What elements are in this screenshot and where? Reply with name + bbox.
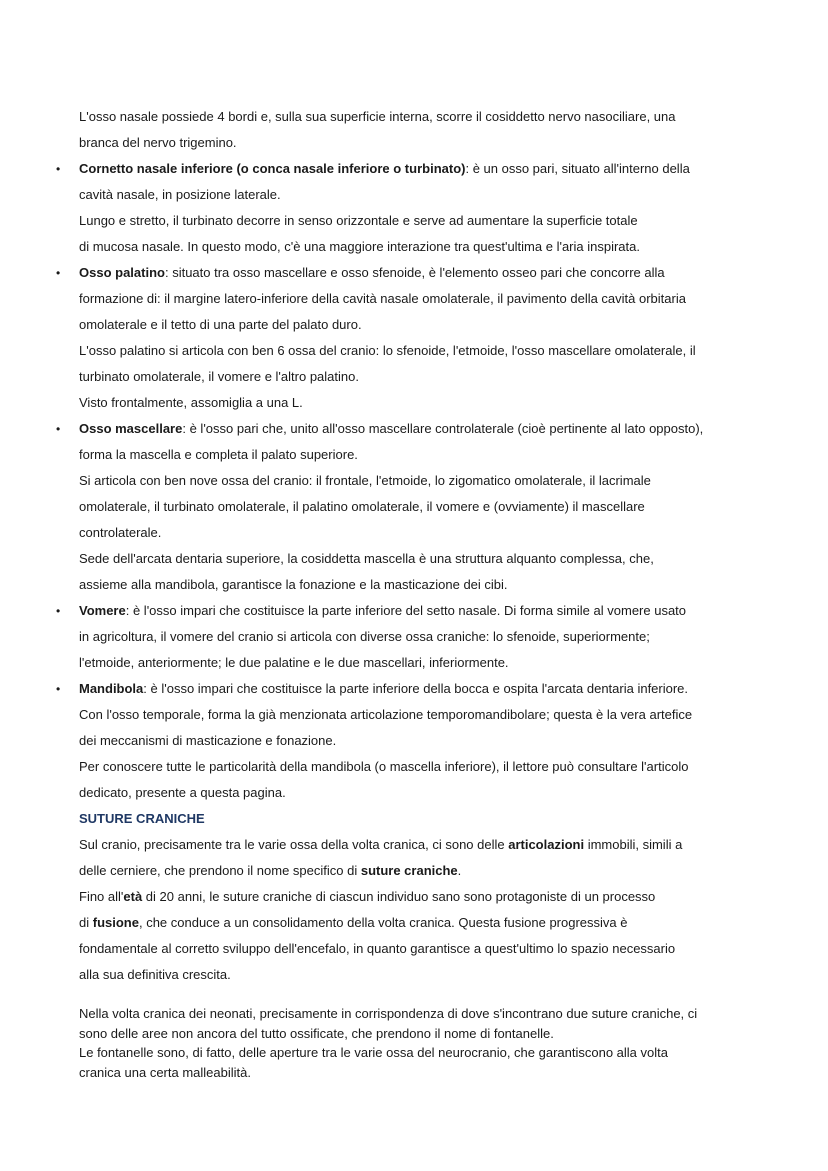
text-line: branca del nervo trigemino.: [79, 135, 237, 150]
term: età: [123, 889, 143, 904]
text-line: Si articola con ben nove ossa del cranio: il frontale, l'etmoide, lo zigomatico omolaterale, il lacrimale: [79, 473, 651, 488]
text: di 20 anni, le suture craniche di ciascun individuo sano sono protagoniste di un processo: [142, 889, 656, 904]
text: Sul cranio, precisamente tra le varie ossa della volta cranica, ci sono delle: [79, 837, 509, 852]
text: di: [79, 915, 93, 930]
text-line: [79, 884, 819, 910]
fontanelle-paragraph: [79, 1004, 819, 1082]
text-line: L'osso palatino si articola con ben 6 ossa del cranio: lo sfenoide, l'etmoide, l'osso mascellare omolaterale, il: [79, 343, 696, 358]
text-line: Sede dell'arcata dentaria superiore, la cosiddetta mascella è una struttura alquanto complessa, che,: [79, 551, 654, 566]
text-line: [79, 832, 819, 858]
text: : è l'osso impari che costituisce la parte inferiore della bocca e ospita l'arcata dentaria inferiore.: [143, 681, 689, 696]
text-line: controlaterale.: [79, 525, 162, 540]
text-line: omolaterale e il tetto di una parte del palato duro.: [79, 317, 362, 332]
text-line: Lungo e stretto, il turbinato decorre in senso orizzontale e serve ad aumentare la superficie totale: [79, 213, 638, 228]
text: .: [457, 863, 462, 878]
text-line: assieme alla mandibola, garantisce la fonazione e la masticazione dei cibi.: [79, 577, 508, 592]
bullet-icon: •: [56, 266, 61, 280]
text: : è un osso pari, situato all'interno della: [465, 161, 690, 176]
document-body: [56, 104, 819, 988]
text-line: alla sua definitiva crescita.: [79, 967, 231, 982]
list-item-osso-palatino: [56, 260, 819, 286]
text-line: dei meccanismi di masticazione e fonazione.: [79, 733, 337, 748]
bullet-icon: •: [56, 604, 61, 618]
term: fusione: [92, 915, 139, 930]
text: immobili, simili a: [584, 837, 683, 852]
text: : è l'osso impari che costituisce la parte inferiore del setto nasale. Di forma simile al vomere usato: [125, 603, 687, 618]
text: , che conduce a un consolidamento della volta cranica. Questa fusione progressiva è: [138, 915, 628, 930]
text-line: di mucosa nasale. In questo modo, c'è una maggiore interazione tra quest'ultima e l'aria inspirata.: [79, 239, 640, 254]
text-line: in agricoltura, il vomere del cranio si articola con diverse ossa craniche: lo sfenoide, superiormente;: [79, 629, 650, 644]
term: Osso mascellare: [79, 421, 183, 436]
text: Fino all': [79, 889, 124, 904]
text-line: Con l'osso temporale, forma la già menzionata articolazione temporomandibolare; questa è la vera artefice: [79, 707, 693, 722]
text-line: formazione di: il margine latero-inferiore della cavità nasale omolaterale, il pavimento della cavità orbitaria: [79, 291, 686, 306]
list-item-vomere: [56, 598, 819, 624]
bullet-icon: •: [56, 682, 61, 696]
text-line: Nella volta cranica dei neonati, precisamente in corrispondenza di dove s'incontrano due suture craniche, ci: [79, 1006, 698, 1021]
term: suture craniche: [360, 863, 458, 878]
term: articolazioni: [508, 837, 585, 852]
text-line: L'osso nasale possiede 4 bordi e, sulla sua superficie interna, scorre il cosiddetto nervo nasociliare, una: [79, 109, 676, 124]
list-item-cornetto: [56, 156, 819, 182]
text-line: [79, 858, 819, 884]
term: Mandibola: [79, 681, 144, 696]
text: : situato tra osso mascellare e osso sfenoide, è l'elemento osseo pari che concorre alla: [164, 265, 665, 280]
text: delle cerniere, che prendono il nome specifico di: [79, 863, 361, 878]
text: : è l'osso pari che, unito all'osso mascellare controlaterale (cioè pertinente al lato opposto),: [182, 421, 704, 436]
text-line: omolaterale, il turbinato omolaterale, il palatino omolaterale, il vomere e (ovviamente) il mascellare: [79, 499, 645, 514]
list-item-mandibola: [56, 676, 819, 702]
text-line: cranica una certa malleabilità.: [79, 1064, 251, 1080]
text-line: Le fontanelle sono, di fatto, delle aperture tra le varie ossa del neurocranio, che garantiscono alla volta: [79, 1045, 668, 1060]
bullet-icon: •: [56, 162, 61, 176]
term: Cornetto nasale inferiore (o conca nasale inferiore o turbinato): [79, 161, 466, 176]
text-line: [79, 910, 819, 936]
text-line: turbinato omolaterale, il vomere e l'altro palatino.: [79, 369, 359, 384]
text-line: forma la mascella e completa il palato superiore.: [79, 447, 358, 462]
section-heading: SUTURE CRANICHE: [79, 811, 205, 826]
text-line: cavità nasale, in posizione laterale.: [79, 187, 281, 202]
text-line: fondamentale al corretto sviluppo dell'encefalo, in quanto garantisce a quest'ultimo lo spazio necessario: [79, 941, 676, 956]
text-line: Visto frontalmente, assomiglia a una L.: [79, 395, 303, 410]
text-line: dedicato, presente a questa pagina.: [79, 785, 286, 800]
list-item-osso-mascellare: [56, 416, 819, 442]
term: Osso palatino: [79, 265, 165, 280]
text-line: Per conoscere tutte le particolarità della mandibola (o mascella inferiore), il lettore può consultare l'articolo: [79, 759, 689, 774]
text-line: sono delle aree non ancora del tutto ossificate, che prendono il nome di fontanelle.: [79, 1025, 554, 1041]
text-line: l'etmoide, anteriormente; le due palatine e le due mascellari, inferiormente.: [79, 655, 509, 670]
bullet-icon: •: [56, 422, 61, 436]
term: Vomere: [79, 603, 126, 618]
